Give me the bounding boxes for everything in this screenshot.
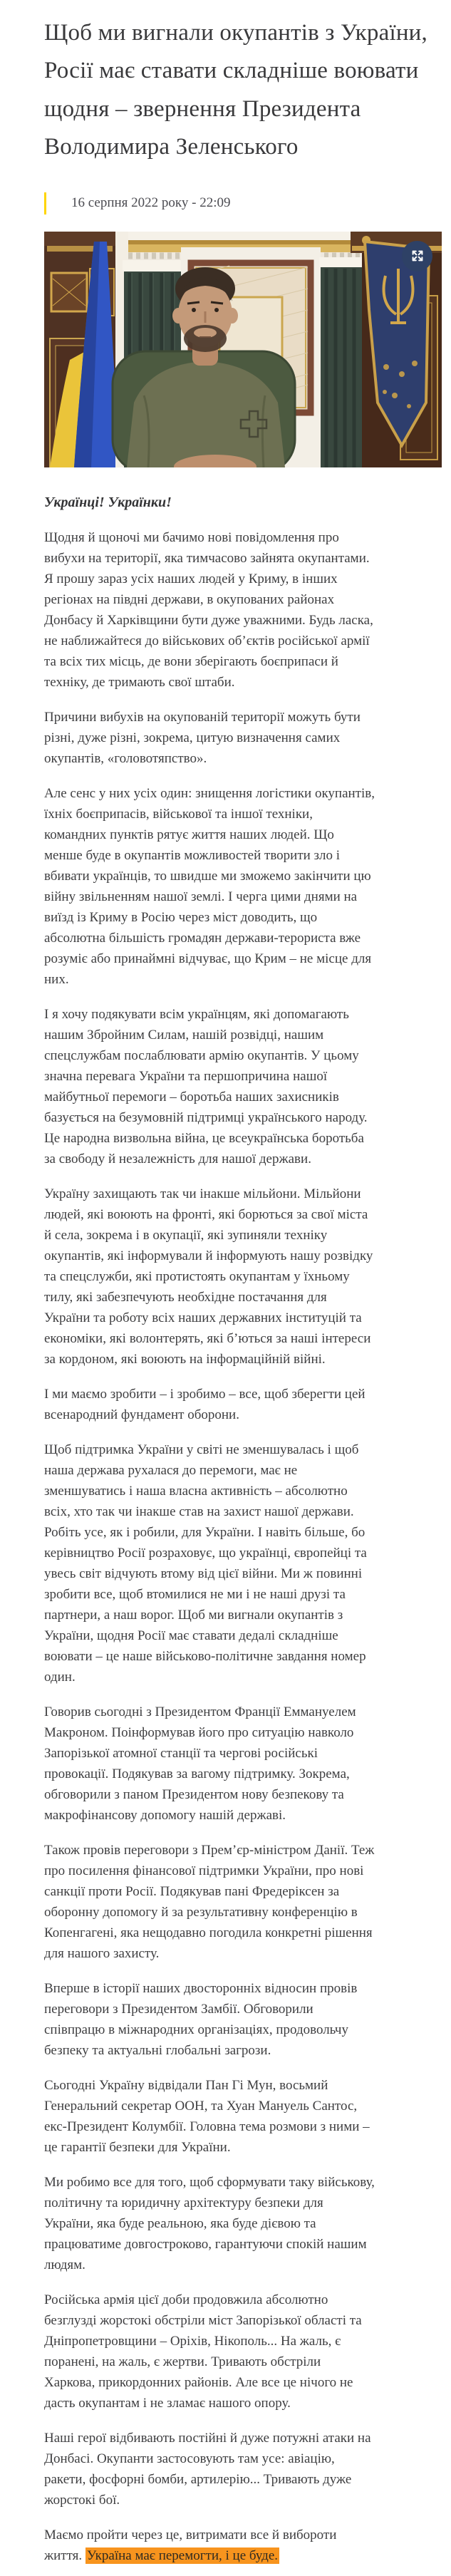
paragraph: Вперше в історії наших двосторонніх відносин провів переговори з Президентом Замбії. Обговорили співпрацю в міжнародних організаціях, продовольчу безпеку та актуальні глобальні загрози.	[44, 1980, 358, 2058]
article-greeting: Українці! Українки!	[44, 494, 172, 510]
closing-lead: Маємо пройти через це, витримати все й вибороти життя.	[44, 2527, 337, 2563]
video-thumbnail[interactable]	[44, 232, 442, 467]
expand-button[interactable]	[402, 241, 432, 271]
paragraph: Говорив сьогодні з Президентом Франції Еммануелем Макроном. Поінформував його про ситуацію навколо Запорізької атомної станції та чергові російські провокації. Подякував за вагому підтримку. Зокрема, обговорили з паном Президентом нову безпекову та макрофінансову допомогу нашій державі.	[44, 1704, 356, 1823]
paragraph: Щоб підтримка України у світі не зменшувалась і щоб наша держава рухалася до перемоги, має не зменшуватись і наша власна активність – абсолютно всіх, хто так чи інакше став на захист нашої держави. Робіть усе, як і робили, для України. І навіть більше, бо керівництво Росії розраховує, що українці, європейці та увесь світ відчують втому від цієї війни. Ми ж повинні зробити все, щоб втомилися не ми і не наші друзі та партнери, а наш ворог. Щоб ми вигнали окупантів з України, щодня Росії має ставати дедалі складніше воювати – це наше військово-політичне завдання номер один.	[44, 1442, 367, 1685]
paragraph: Україну захищають так чи інакше мільйони. Мільйони людей, які воюють на фронті, які борються за свої міста й села, зокрема і в окупації, які зупиняли техніку окупантів, які інформували й інформують нашу розвідку та спецслужби, які протистоять окупантам у їхньому тилу, які забезпечують необхідне постачання для України та роботу всіх наших державних інституцій та економіки, які волонтерять, які б’ються за наші інтереси за кордоном, які воюють на інформаційній війні.	[44, 1186, 373, 1367]
paragraph: І ми маємо зробити – і зробимо – все, щоб зберегти цей всенародний фундамент оборони.	[44, 1386, 366, 1422]
paragraph: Щодня й щоночі ми бачимо нові повідомлення про вибухи на території, яка тимчасово зайнята окупантами. Я прошу зараз усіх наших людей у Криму, в інших регіонах на півдні держави, в окупованих районах Донбасу й Харківщини бути дуже уважними. Будь ласка, не наближайтеся до військових об’єктів російської армії та всіх тих місць, де вони зберігають боєприпаси й техніку, де тримають свої штаби.	[44, 529, 373, 690]
paragraph: Причини вибухів на окупованій території можуть бути різні, дуже різні, зокрема, цитую визначення самих окупантів, «головотяпство».	[44, 709, 361, 766]
paragraph: І я хочу подякувати всім українцям, які допомагають нашим Збройним Силам, нашій розвідці, нашим спецслужбам послаблювати армію окупантів. У цьому значна перевага України та першопричина нашої майбутньої перемоги – боротьба наших захисників базується на безумовній підтримці українського народу. Це народна визвольна війна, це всеукраїнська боротьба за свободу й незалежність для нашої держави.	[44, 1006, 368, 1167]
expand-arrows-icon	[410, 248, 425, 264]
victory-highlight: Україна має перемогти, і це буде.	[86, 2547, 278, 2563]
publish-date-text: 16 серпня 2022 року - 22:09	[71, 195, 231, 210]
paragraph: Сьогодні Україну відвідали Пан Гі Мун, восьмий Генеральний секретар ООН, та Хуан Мануель Сантос, екс-Президент Колумбії. Головна тема розмови з ними – це гарантії безпеки для України.	[44, 2077, 370, 2155]
page-title: Щоб ми вигнали окупантів з України, Росії має ставати складніше воювати щодня – звернення Президента Володимира Зеленського	[44, 20, 427, 160]
paragraph: Наші герої відбивають постійні й дуже потужні атаки на Донбасі. Окупанти застосовують там усе: авіацію, ракети, фосфорні бомби, артилерію... Тривають дуже жорстокі бої.	[44, 2430, 371, 2508]
paragraph: Російська армія цієї доби продовжила абсолютно безглузді жорстокі обстріли міст Запорізької області та Дніпропетровщини – Оріхів, Нікополь... На жаль, є поранені, на жаль, є жертви. Тривають обстріли Харкова, прикордонних районів. Але все це нічого не дасть окупантам і не зламає нашого опору.	[44, 2292, 362, 2411]
paragraph: Ми робимо все для того, щоб сформувати таку військову, політичну та юридичну архітектуру безпеки для України, яка буде реальною, яка буде дієвою та працюватиме довгостроково, гарантуючи спокій нашим людям.	[44, 2174, 375, 2272]
article-body	[44, 492, 375, 2566]
publish-date	[44, 192, 442, 214]
paragraph: Але сенс у них усіх один: знищення логістики окупантів, їхніх боєприпасів, військової та іншої техніки, командних пунктів рятує життя наших людей. Що менше буде в окупантів можливостей творити зло і вбивати українців, то швидше ми зможемо закінчити цю війну звільненням нашої землі. І черга цими днями на виїзд із Криму в Росію через міст доводить, що абсолютна більшість громадян держави-терориста вже розуміє або принаймні відчуває, що Крим – не місце для них.	[44, 785, 375, 987]
closing-paragraph	[44, 2525, 375, 2566]
presidential-office-illustration	[44, 232, 442, 467]
paragraph: Також провів переговори з Прем’єр-міністром Данії. Теж про посилення фінансової підтримки України, про нові санкції проти Росії. Подякував пані Фредеріксен за оборонну допомогу й за результативну конференцію в Копенгагені, яка нещодавно погодила конкретні рішення для нашого захисту.	[44, 1842, 375, 1961]
